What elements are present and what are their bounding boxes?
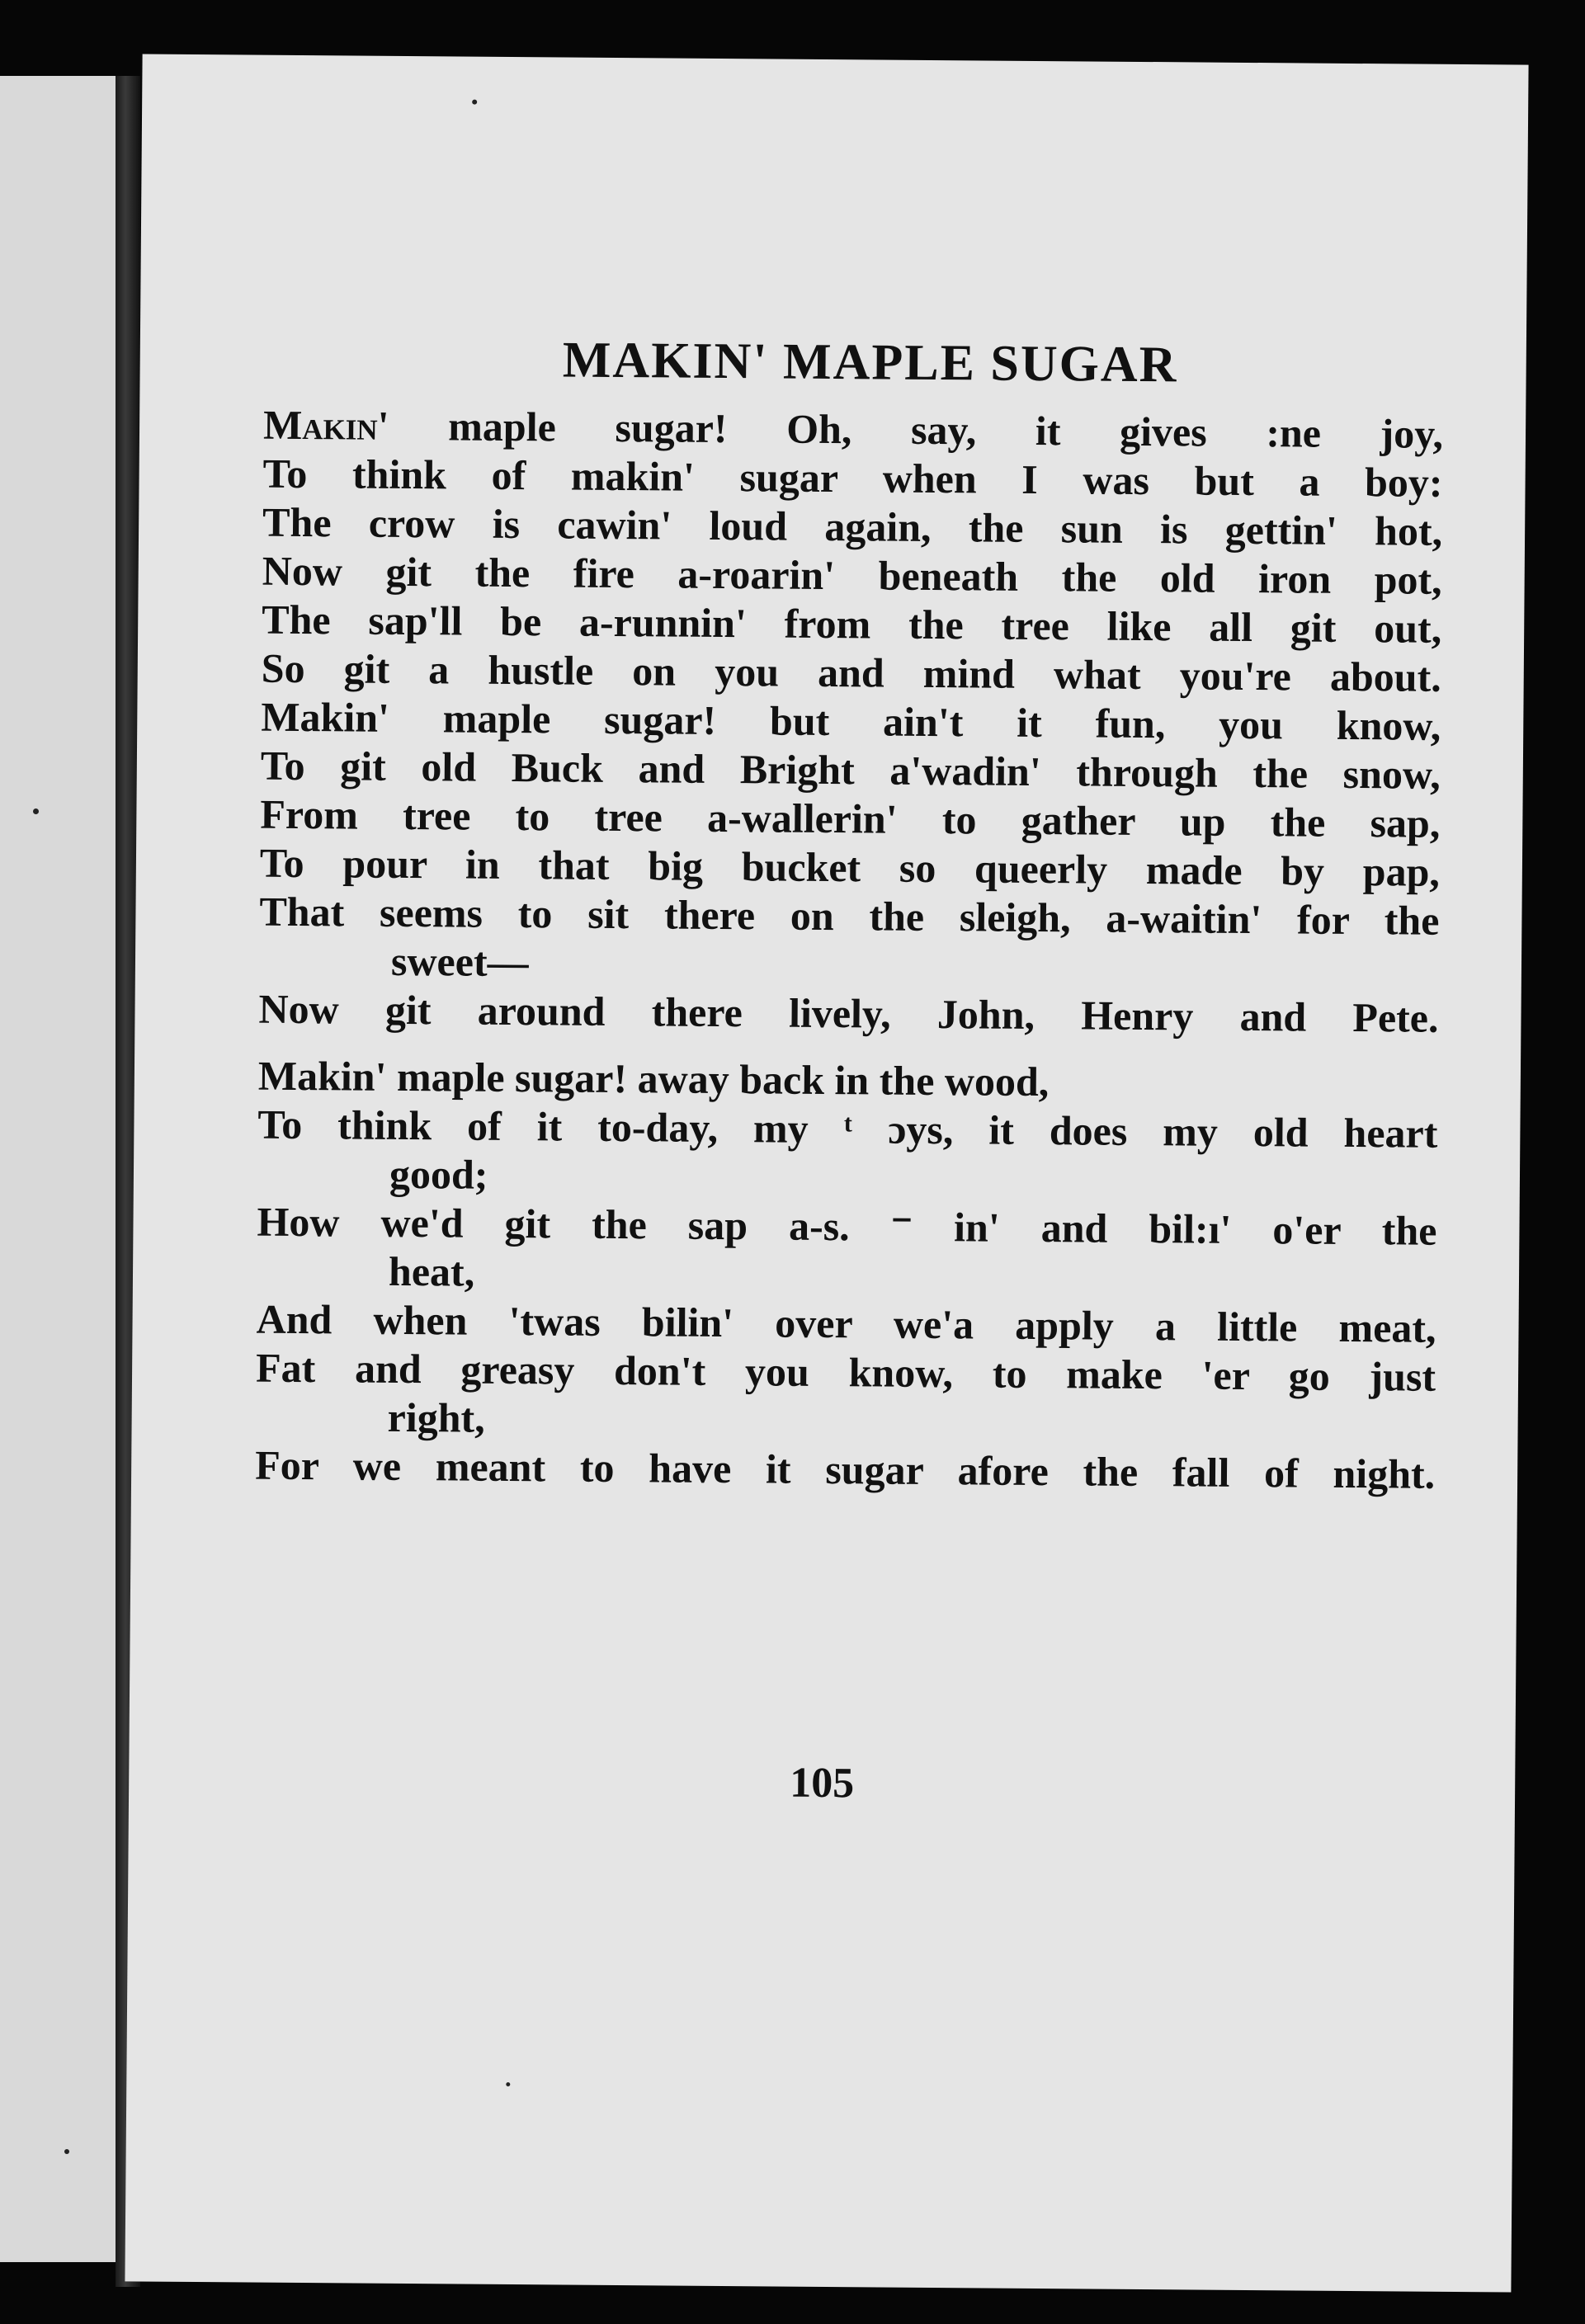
poem-line-continuation: heat, bbox=[388, 1247, 475, 1295]
dust-speck bbox=[33, 808, 39, 814]
poem-line: So git a hustle on you and mind what you're about. bbox=[261, 644, 1441, 700]
page-number: 105 bbox=[789, 1759, 855, 1808]
poem bbox=[255, 262, 1445, 1517]
drop-word: Makin' bbox=[262, 401, 389, 449]
dust-speck bbox=[64, 2149, 69, 2154]
poem-line: And when 'twas bilin' over we'a apply a little meat, bbox=[256, 1295, 1436, 1351]
poem-line: Fat and greasy don't you know, to make 'er go just bbox=[255, 1344, 1436, 1400]
poem-line: The sap'll be a-runnin' from the tree like all git out, bbox=[262, 596, 1442, 652]
poem-line: From tree to tree a-wallerin' to gather up the sap, bbox=[260, 790, 1441, 846]
poem-line: To git old Buck and Bright a'wadin' through the snow, bbox=[260, 742, 1441, 798]
line-text: maple sugar! Oh, say, it gives :ne joy, bbox=[389, 402, 1444, 457]
poem-line: To think of makin' sugar when I was but a boy: bbox=[262, 450, 1443, 506]
poem-line-continuation: sweet— bbox=[390, 937, 529, 986]
poem-line: Now git around there lively, John, Henry and Pete. bbox=[258, 985, 1439, 1041]
poem-title: MAKIN' MAPLE SUGAR bbox=[562, 332, 1178, 394]
poem-line: How we'd git the sap a-s. ⁻ in' and bil:ı' o'er the bbox=[257, 1198, 1437, 1254]
poem-line: Makin' maple sugar! away back in the wood, bbox=[257, 1052, 1050, 1105]
poem-line: That seems to sit there on the sleigh, a-waitin' for the bbox=[259, 888, 1440, 944]
facing-page-edge bbox=[0, 76, 124, 2262]
poem-line: The crow is cawin' loud again, the sun is gettin' hot, bbox=[262, 498, 1443, 554]
stanza-2 bbox=[255, 1052, 1438, 1499]
book-page bbox=[125, 54, 1528, 2292]
poem-line: To pour in that big bucket so queerly made by pap, bbox=[259, 839, 1441, 895]
poem-line: For we meant to have it sugar afore the fall of night. bbox=[254, 1441, 1436, 1497]
poem-line-continuation: right, bbox=[387, 1393, 485, 1441]
poem-line: To think of it to-day, my ᵗ ɔys, it does my old heart bbox=[257, 1101, 1438, 1157]
poem-line: Makin' maple sugar! but ain't it fun, you know, bbox=[261, 693, 1441, 749]
poem-line-continuation: good; bbox=[389, 1150, 488, 1198]
stanza-1 bbox=[258, 401, 1443, 1043]
dust-speck bbox=[506, 2082, 510, 2086]
poem-line: Now git the fire a-roarin' beneath the old iron pot, bbox=[262, 547, 1442, 603]
dust-speck bbox=[472, 100, 477, 105]
